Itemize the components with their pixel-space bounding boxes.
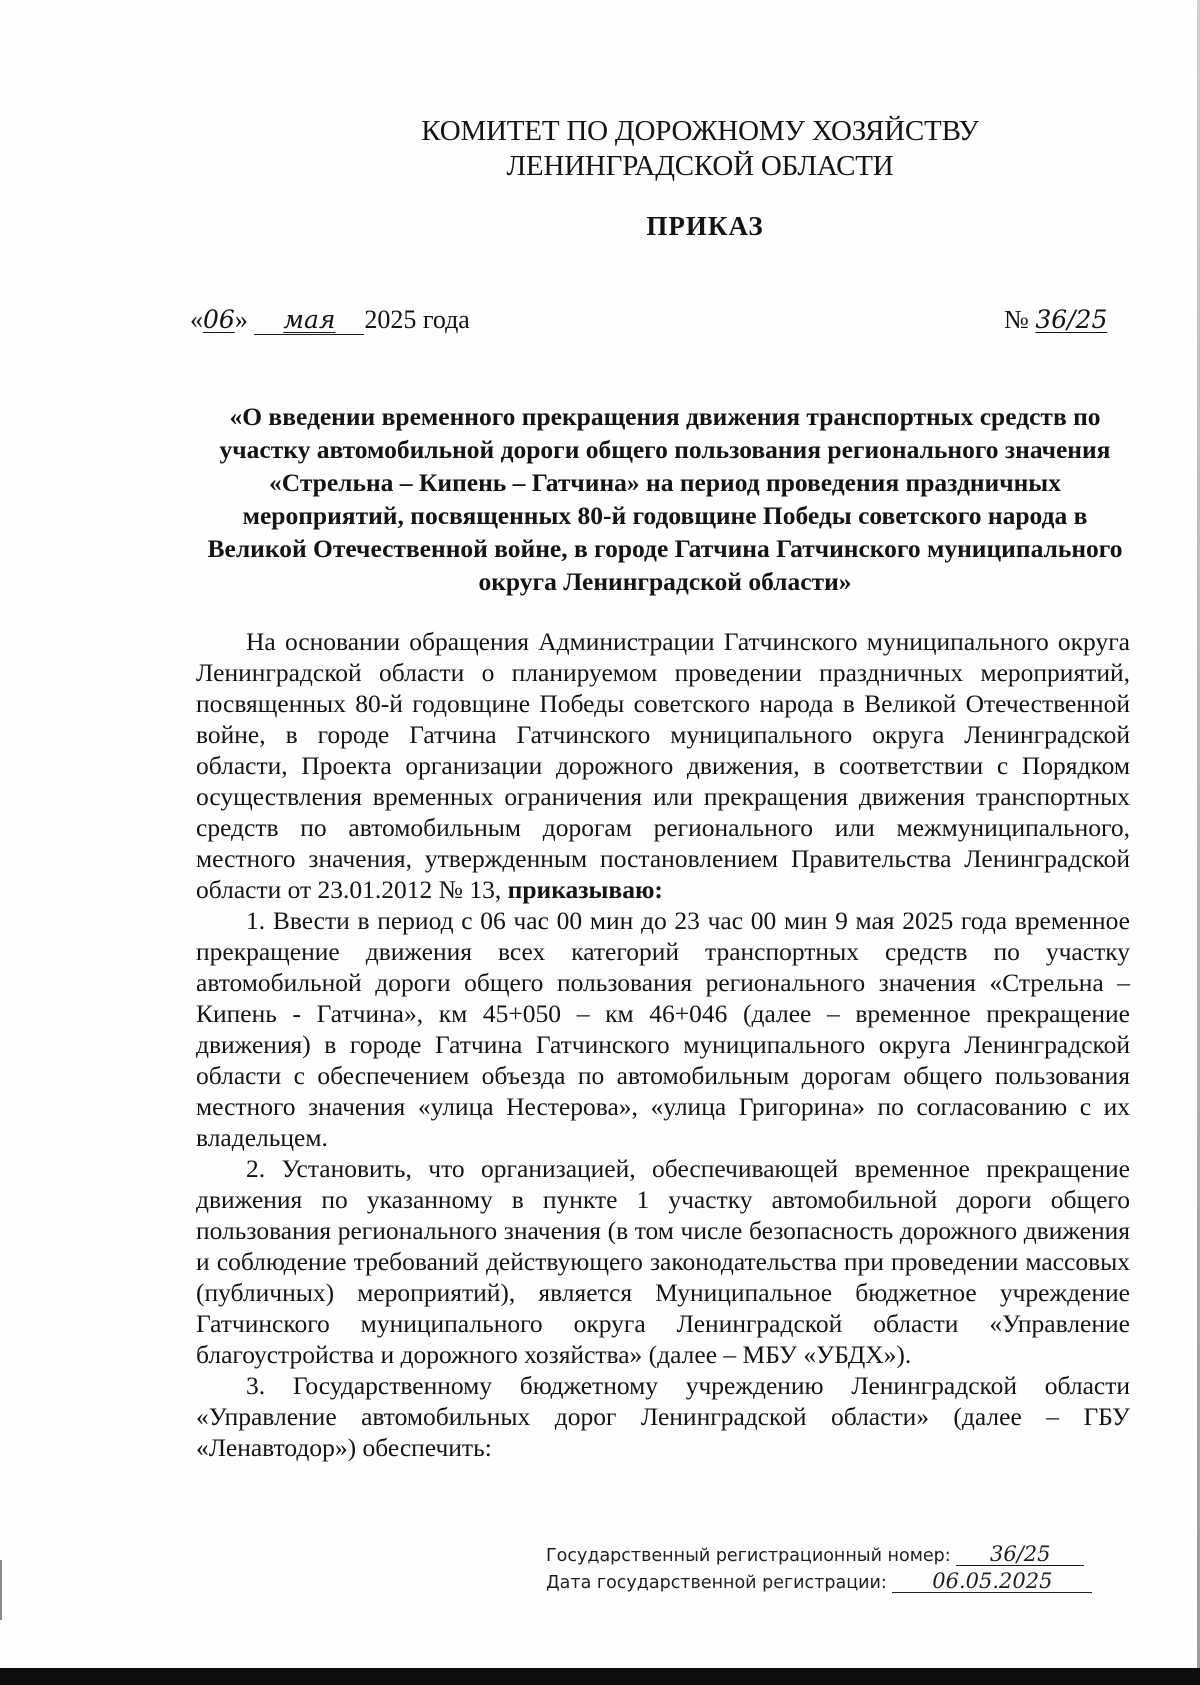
- preamble-paragraph: [196, 626, 1130, 905]
- clause-1: 1. Ввести в период с 06 час 00 мин до 23 час 00 мин 9 мая 2025 года временное прекращение движения всех категорий транспортных средств по участку автомобильной дороги общего пользования регионального значения «Стрельна – Кипень - Гатчина», км 45+050 – км 46+046 (далее – временное прекращение движения) в городе Гатчина Гатчинского муниципального округа Ленинградской области с обеспечением объезда по автомобильным дорогам общего пользования местного значения «улица Нестерова», «улица Григорина» по согласованию с их владельцем.: [196, 906, 1130, 1152]
- date-day-handwritten: 06: [203, 305, 235, 334]
- registration-number-row: [546, 1543, 1092, 1570]
- order-subject: «О введении временного прекращения движения транспортных средств по участку автомобильной дороги общего пользования регионального значения «Стрельна – Кипень – Гатчина» на период проведения праздничных мероприятий, посвященных 80-й годовщине Победы советского народа в Великой Отечественной войне, в городе Гатчина Гатчинского муниципального округа Ленинградской области»: [207, 402, 1123, 596]
- date-year: 2025 года: [364, 305, 470, 334]
- order-title: ПРИКАЗ: [646, 211, 764, 241]
- registration-date-row: [546, 1570, 1092, 1597]
- registration-stamp: [546, 1543, 1092, 1597]
- registration-date-label: Дата государственной регистрации:: [546, 1573, 887, 1593]
- clause-3: 3. Государственному бюджетному учреждению Ленинградской области «Управление автомобильных дорог Ленинградской области» (далее – ГБУ «Ленавтодор») обеспечить:: [196, 1371, 1130, 1462]
- scan-edge-mark-left: [0, 1560, 2, 1620]
- date-close-quote: »: [234, 305, 248, 334]
- registration-date-value: 06.05.2025: [892, 1570, 1092, 1593]
- order-body: [196, 626, 1130, 1463]
- issuer-header: [300, 114, 1100, 184]
- registration-number-label: Государственный регистрационный номер:: [546, 1546, 951, 1566]
- scan-bottom-border: [0, 1668, 1200, 1685]
- order-directive-word: приказываю:: [507, 875, 663, 904]
- issuer-line-2: ЛЕНИНГРАДСКОЙ ОБЛАСТИ: [506, 150, 894, 182]
- issuer-line-1: КОМИТЕТ ПО ДОРОЖНОМУ ХОЗЯЙСТВУ: [421, 115, 979, 147]
- date-month-handwritten: мая: [254, 305, 364, 335]
- preamble-text: На основании обращения Администрации Гатчинского муниципального округа Ленинградской области о планируемом проведении праздничных мероприятий, посвященных 80-й годовщине Победы советского народа в Великой Отечественной войне, в городе Гатчина Гатчинского муниципального округа Ленинградской области, Проекта организации дорожного движения, в соответствии с Порядком осуществления временных ограничения или прекращения движения транспортных средств по автомобильным дорогам регионального или межмуниципального, местного значения, утвержденным постановлением Правительства Ленинградской области от 23.01.2012 № 13,: [196, 627, 1130, 904]
- date-open-quote: «: [190, 305, 203, 334]
- order-date: [190, 305, 470, 335]
- order-number: [1004, 305, 1107, 335]
- clause-2: 2. Установить, что организацией, обеспечивающей временное прекращение движения по указанному в пункте 1 участку автомобильной дороги общего пользования регионального значения (в том числе безопасность дорожного движения и соблюдение требований действующего законодательства при проведении массовых (публичных) мероприятий), является Муниципальное бюджетное учреждение Гатчинского муниципального округа Ленинградской области «Управление благоустройства и дорожного хозяйства» (далее – МБУ «УБДХ»).: [196, 1154, 1130, 1369]
- number-sign: №: [1004, 305, 1029, 334]
- registration-number-value: 36/25: [956, 1543, 1084, 1566]
- number-handwritten: 36/25: [1035, 305, 1108, 334]
